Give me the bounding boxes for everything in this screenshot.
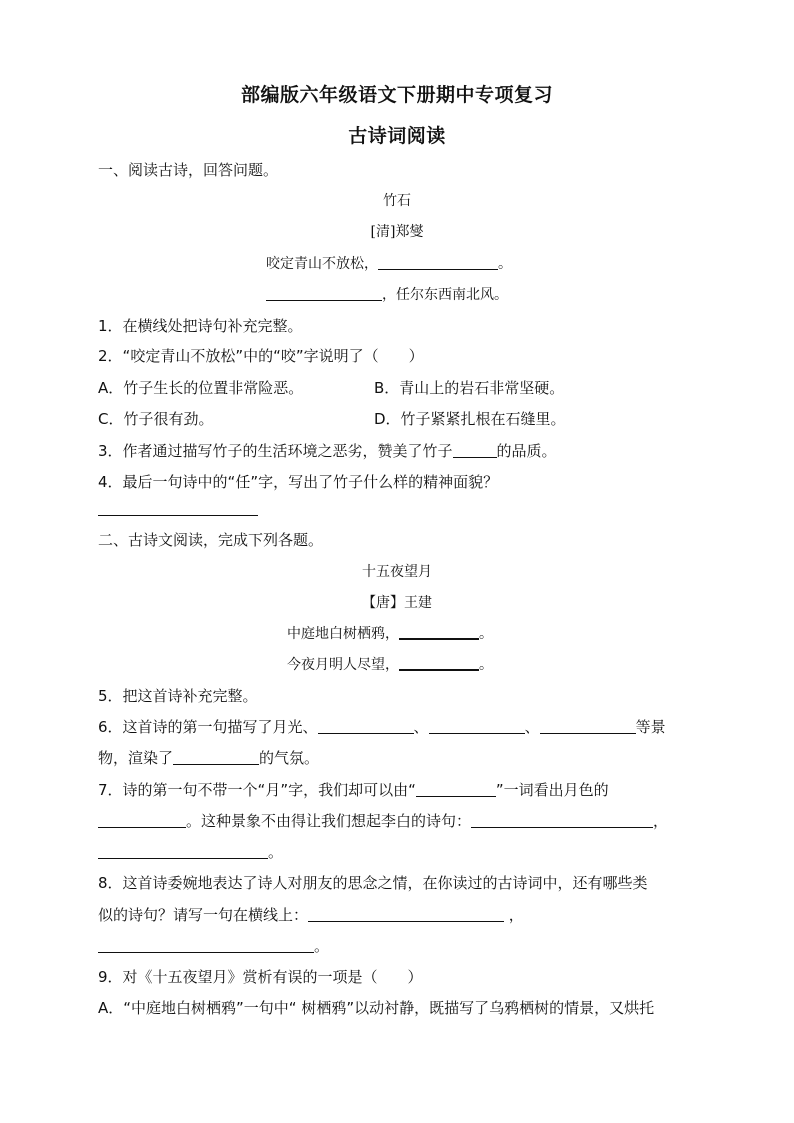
question-6 xyxy=(98,717,666,737)
poem1-line2 xyxy=(266,285,508,305)
poem1-title: 竹石 xyxy=(383,193,411,209)
question-8-line3 xyxy=(98,936,329,956)
question-8-line2-text: 似的诗句？请写一句在横线上： xyxy=(98,906,309,924)
q6-blank-3[interactable] xyxy=(540,719,636,734)
poem2-author: 【唐】王建 xyxy=(362,595,432,611)
question-5: 5．把这首诗补充完整。 xyxy=(98,687,258,705)
page-title: 部编版六年级语文下册期中专项复习 xyxy=(240,84,553,106)
poem1-blank-1[interactable] xyxy=(378,255,498,270)
period-mark: 。 xyxy=(268,843,284,861)
q2-option-d[interactable]: D．竹子紧紧扎根在石缝里。 xyxy=(374,410,566,428)
question-6-line2-post: 的气氛。 xyxy=(259,749,320,767)
question-7 xyxy=(98,780,609,800)
q3-blank[interactable] xyxy=(453,443,497,458)
question-7-text-pre: 7．诗的第一句不带一个“月”字，我们却可以由“ xyxy=(98,781,416,799)
q2-option-b[interactable]: B．青山上的岩石非常坚硬。 xyxy=(374,379,565,397)
q2-option-c[interactable]: C．竹子很有劲。 xyxy=(98,410,214,428)
question-7-line2 xyxy=(98,811,668,831)
question-8: 8．这首诗委婉地表达了诗人对朋友的思念之情，在你读过的古诗词中，还有哪些类 xyxy=(98,874,648,892)
period-mark: 。 xyxy=(479,626,493,642)
q2-option-a[interactable]: A．竹子生长的位置非常险恶。 xyxy=(98,379,304,397)
q6-blank-1[interactable] xyxy=(318,719,414,734)
period-mark: 。 xyxy=(498,256,512,272)
poem1-author: [清]郑燮 xyxy=(370,224,424,240)
poem1-line1 xyxy=(266,254,512,274)
question-3-text-post: 的品质。 xyxy=(496,442,557,460)
question-7-line3 xyxy=(98,842,283,862)
poem2-blank-1[interactable] xyxy=(399,624,479,640)
q8-blank-2[interactable] xyxy=(98,938,314,953)
q7-blank-1[interactable] xyxy=(416,782,496,797)
poem1-blank-2[interactable] xyxy=(266,286,382,301)
period-mark: 。 xyxy=(314,937,330,955)
question-3 xyxy=(98,441,557,461)
q7-blank-3[interactable] xyxy=(471,813,653,828)
poem2-title: 十五夜望月 xyxy=(362,564,432,580)
page-subtitle: 古诗词阅读 xyxy=(348,125,446,147)
question-8-line2 xyxy=(98,905,524,925)
q8-blank-1[interactable] xyxy=(308,907,504,922)
question-3-text-pre: 3．作者通过描写竹子的生活环境之恶劣，赞美了竹子 xyxy=(98,442,453,460)
poem1-line1-text: 咬定青山不放松， xyxy=(266,256,378,272)
q7-comma: ， xyxy=(653,812,669,830)
question-6-line2 xyxy=(98,748,319,768)
question-1: 1．在横线处把诗句补充完整。 xyxy=(98,317,303,335)
poem2-line2-text: 今夜月明人尽望， xyxy=(287,657,399,673)
period-mark: 。 xyxy=(479,657,493,673)
poem2-line1 xyxy=(287,624,493,644)
q6-separator: 、 xyxy=(413,718,429,736)
q8-comma: ， xyxy=(504,906,524,924)
question-2: 2．“咬定青山不放松”中的“咬”字说明了（ ） xyxy=(98,347,424,365)
question-6-text-pre: 6．这首诗的第一句描写了月光、 xyxy=(98,718,318,736)
q7-blank-2[interactable] xyxy=(98,813,186,828)
question-6-line2-pre: 物，渲染了 xyxy=(98,749,174,767)
question-7-text-post: ”一词看出月色的 xyxy=(495,781,609,799)
q6-blank-4[interactable] xyxy=(173,750,259,765)
poem2-blank-2[interactable] xyxy=(399,655,479,671)
q6-separator: 、 xyxy=(524,718,540,736)
question-6-text-post: 等景 xyxy=(635,718,666,736)
question-4: 4．最后一句诗中的“任”字，写出了竹子什么样的精神面貌？ xyxy=(98,473,499,491)
section2-heading: 二、古诗文阅读，完成下列各题。 xyxy=(98,531,324,549)
poem2-line1-text: 中庭地白树栖鸦， xyxy=(287,626,399,642)
q7-blank-4[interactable] xyxy=(98,844,268,859)
q9-option-a[interactable]: A．“中庭地白树栖鸦”一句中“ 树栖鸦”以动衬静，既描写了乌鸦栖树的情景，又烘托 xyxy=(98,999,655,1017)
poem1-line2-text: ，任尔东西南北风。 xyxy=(382,287,508,303)
section1-heading: 一、阅读古诗，回答问题。 xyxy=(98,161,279,179)
q4-answer-line[interactable] xyxy=(98,515,258,516)
q6-blank-2[interactable] xyxy=(429,719,525,734)
question-7-line2-text: 。这种景象不由得让我们想起李白的诗句： xyxy=(186,812,472,830)
question-9: 9．对《十五夜望月》赏析有误的一项是（ ） xyxy=(98,968,423,986)
poem2-line2 xyxy=(287,655,493,675)
